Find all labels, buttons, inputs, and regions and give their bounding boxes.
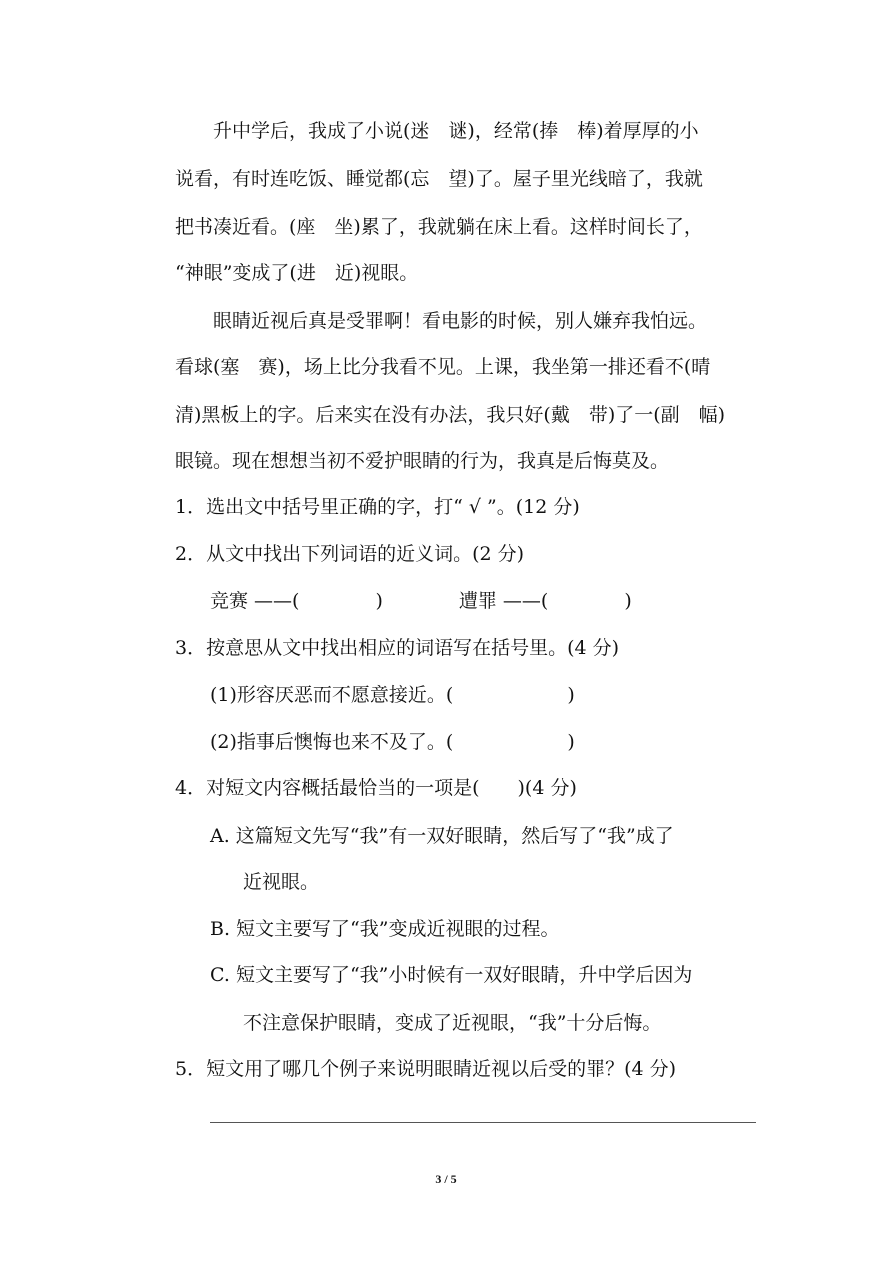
passage-line: 把书凑近看。(座 坐)累了，我就躺在床上看。这样时间长了， xyxy=(175,216,703,238)
passage-line: 说看，有时连吃饭、睡觉都(忘 望)了。屋子里光线暗了，我就 xyxy=(175,168,703,190)
option-c[interactable]: C. 短文主要写了“我”小时候有一双好眼睛，升中学后因为 xyxy=(210,964,693,986)
passage-line: “神眼”变成了(进 近)视眼。 xyxy=(175,262,419,284)
question-5: 5．短文用了哪几个例子来说明眼睛近视以后受的罪？(4 分) xyxy=(175,1058,677,1080)
passage-line: 眼睛近视后真是受罪啊！看电影的时候，别人嫌弃我怕远。 xyxy=(175,310,708,332)
option-c-continued: 不注意保护眼睛，变成了近视眼，“我”十分后悔。 xyxy=(243,1012,662,1034)
question-3-item-2[interactable]: (2)指事后懊悔也来不及了。( ) xyxy=(210,731,575,753)
question-2-blanks[interactable]: 竞赛 ——( ) 遭罪 ——( ) xyxy=(210,590,632,612)
question-2: 2．从文中找出下列词语的近义词。(2 分) xyxy=(175,543,525,565)
option-b[interactable]: B. 短文主要写了“我”变成近视眼的过程。 xyxy=(210,918,560,940)
passage-line: 看球(塞 赛)，场上比分我看不见。上课，我坐第一排还看不(晴 xyxy=(175,356,711,378)
option-a[interactable]: A. 这篇短文先写“我”有一双好眼睛，然后写了“我”成了 xyxy=(210,825,674,847)
question-1: 1．选出文中括号里正确的字，打“ √ ”。(12 分) xyxy=(175,496,580,518)
passage-line: 眼镜。现在想想当初不爱护眼睛的行为，我真是后悔莫及。 xyxy=(175,450,670,472)
passage-line: 升中学后，我成了小说(迷 谜)，经常(捧 棒)着厚厚的小 xyxy=(175,120,699,142)
question-3-item-1[interactable]: (1)形容厌恶而不愿意接近。( ) xyxy=(210,684,575,706)
option-a-continued: 近视眼。 xyxy=(243,871,320,893)
question-3: 3．按意思从文中找出相应的词语写在括号里。(4 分) xyxy=(175,637,620,659)
answer-line[interactable] xyxy=(210,1122,756,1123)
question-4: 4．对短文内容概括最恰当的一项是( )(4 分) xyxy=(175,777,577,799)
passage-line: 清)黑板上的字。后来实在没有办法，我只好(戴 带)了一(副 幅) xyxy=(175,404,726,426)
page-number: 3 / 5 xyxy=(435,1172,457,1186)
